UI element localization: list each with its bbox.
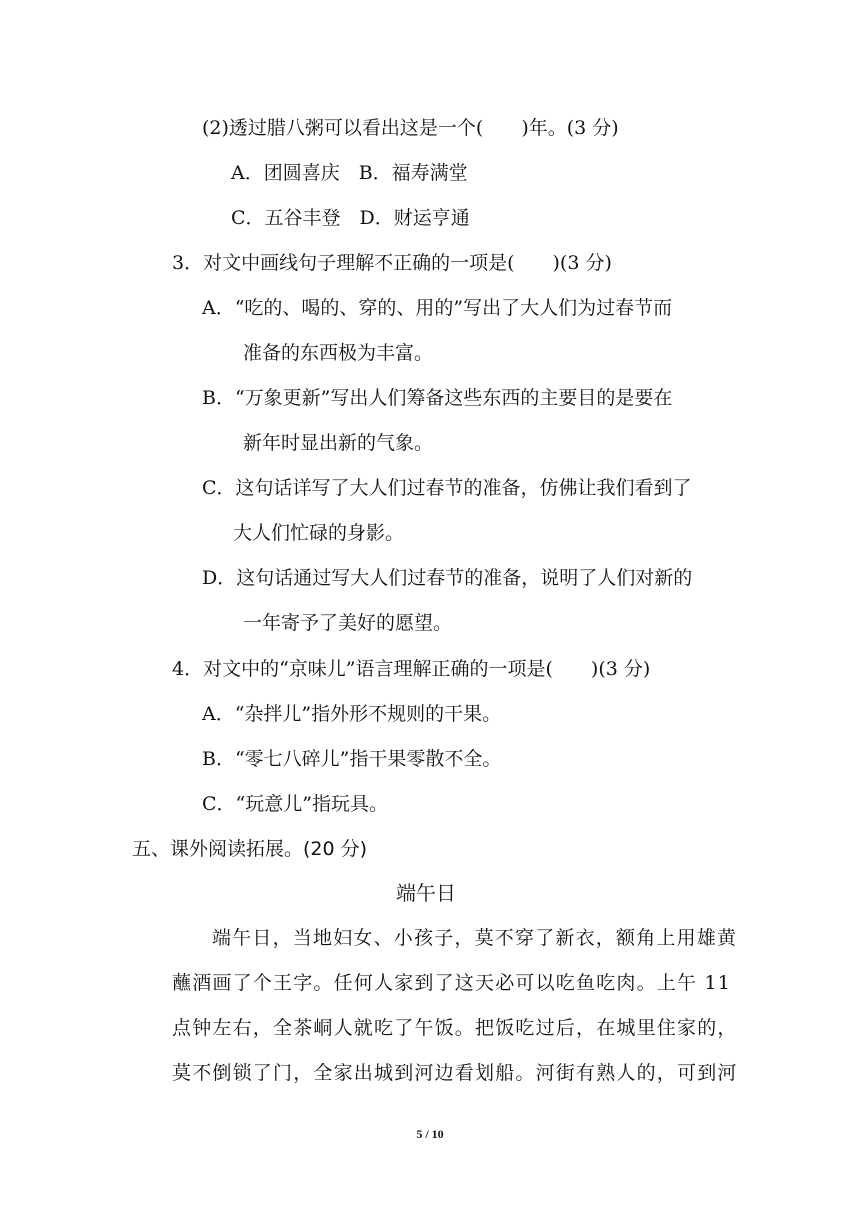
q3-stem: 3．对文中画线句子理解不正确的一项是( )(3 分) — [172, 252, 612, 274]
page-number: 5 / 10 — [416, 1127, 444, 1141]
passage-line: 端午日，当地妇女、小孩子，莫不穿了新衣，额角上用雄黄 — [212, 927, 738, 949]
q2-options-row-2: C．五谷丰登 D．财运亨通 — [231, 207, 470, 229]
q3-option-c-line-2: 大人们忙碌的身影。 — [233, 522, 405, 544]
passage-title: 端午日 — [396, 881, 456, 905]
q3-option-b-line-1: B．“万象更新”写出人们筹备这些东西的主要目的是要在 — [202, 387, 673, 409]
q4-option-a: A．“杂拌儿”指外形不规则的干果。 — [202, 703, 502, 725]
section-five-heading: 五、课外阅读拓展。(20 分) — [132, 838, 368, 860]
q3-option-c-line-1: C．这句话详写了大人们过春节的准备，仿佛让我们看到了 — [202, 477, 692, 499]
q3-option-b-line-2: 新年时显出新的气象。 — [243, 432, 434, 454]
q3-option-d-line-2: 一年寄予了美好的愿望。 — [243, 612, 453, 634]
passage-line: 莫不倒锁了门，全家出城到河边看划船。河街有熟人的，可到河 — [172, 1062, 738, 1084]
q4-option-c: C．“玩意儿”指玩具。 — [202, 793, 388, 815]
q3-option-a-line-1: A．“吃的、喝的、穿的、用的”写出了大人们为过春节而 — [202, 297, 673, 319]
q2-options-row-1: A．团圆喜庆 B．福寿满堂 — [231, 162, 468, 184]
q4-stem: 4．对文中的“京味儿”语言理解正确的一项是( )(3 分) — [172, 658, 651, 680]
q4-option-b: B．“零七八碎儿”指干果零散不全。 — [202, 748, 502, 770]
q3-option-d-line-1: D．这句话通过写大人们过春节的准备，说明了人们对新的 — [202, 567, 693, 589]
passage-line: 蘸酒画了个王字。任何人家到了这天必可以吃鱼吃肉。上午 11 — [172, 972, 732, 994]
q2-stem: (2)透过腊八粥可以看出这是一个( )年。(3 分) — [202, 117, 619, 139]
q3-option-a-line-2: 准备的东西极为丰富。 — [243, 342, 434, 364]
passage-line: 点钟左右，全茶峒人就吃了午饭。把饭吃过后，在城里住家的， — [172, 1017, 738, 1039]
